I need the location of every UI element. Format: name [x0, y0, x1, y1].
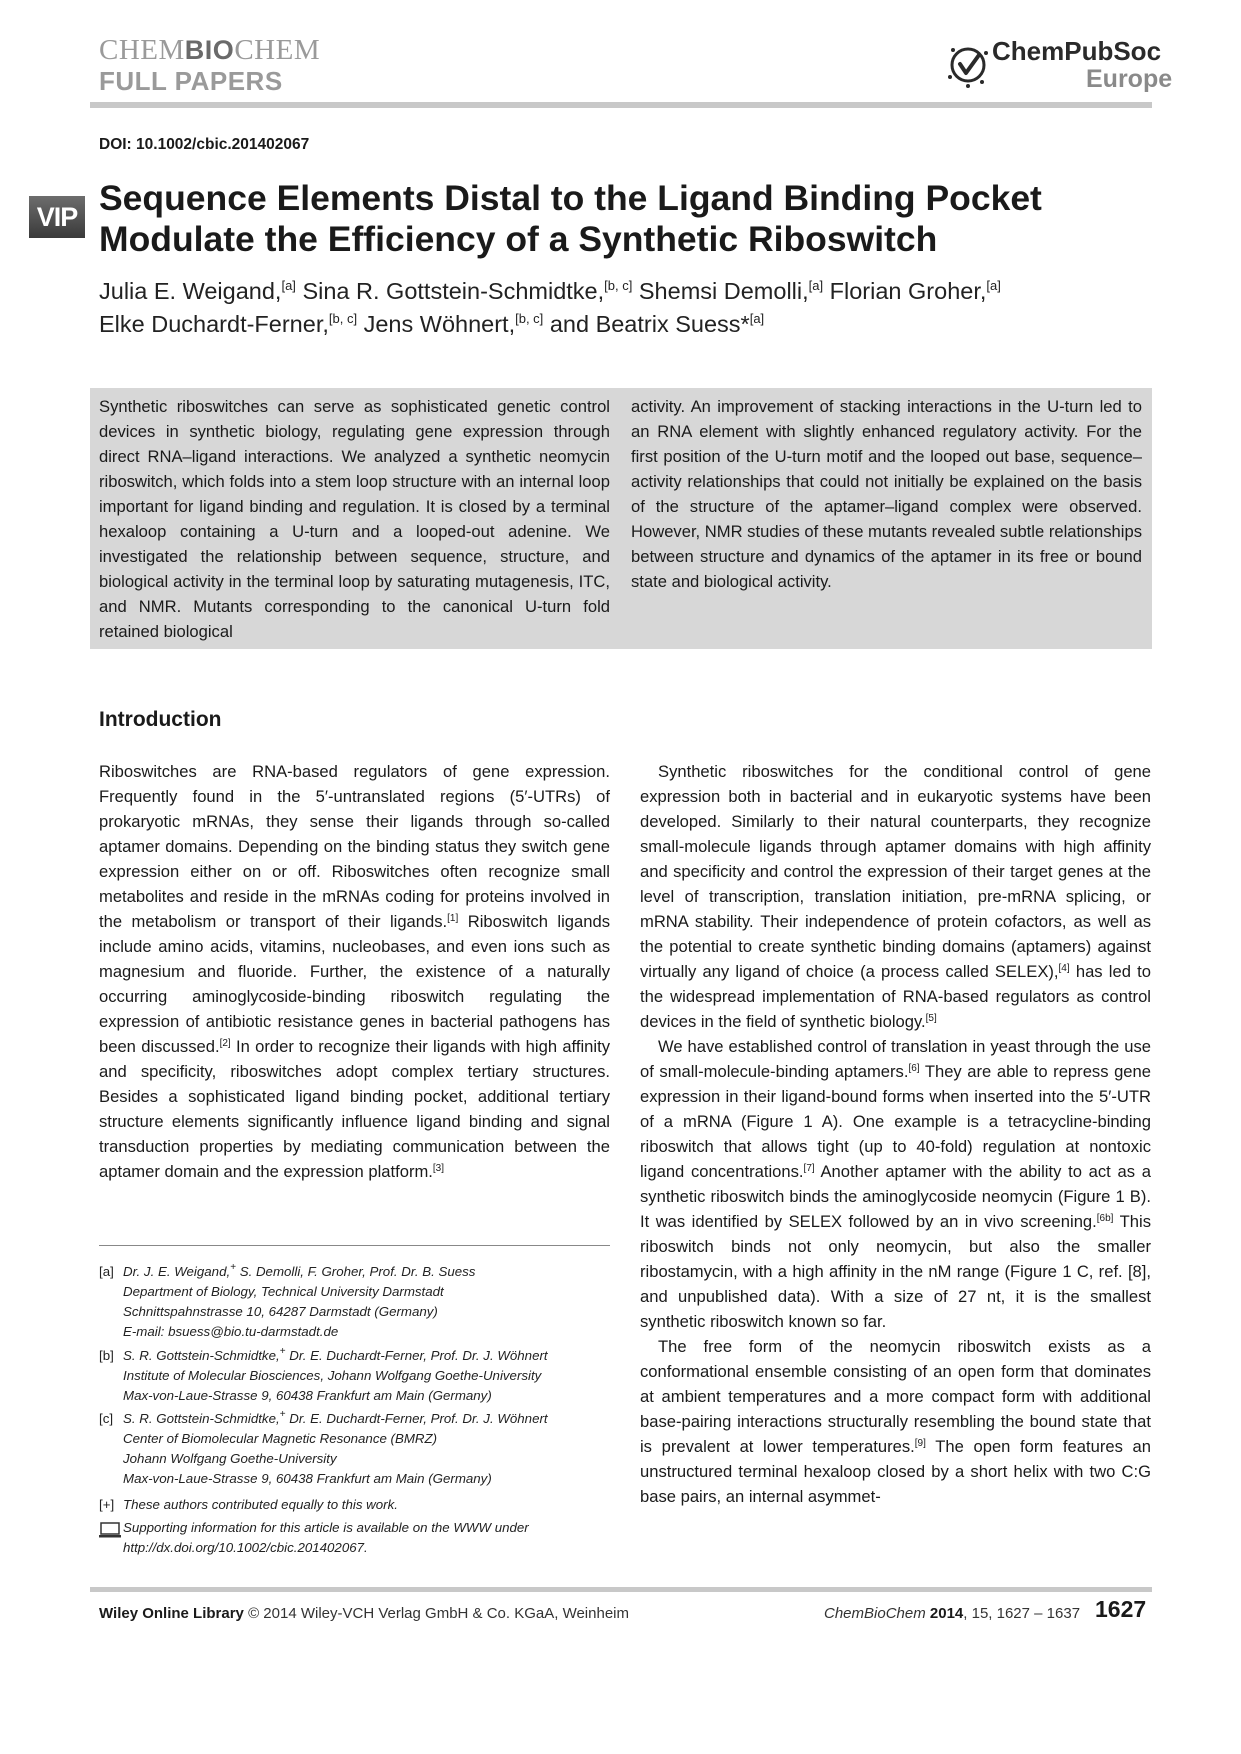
author-name: Florian Groher,	[829, 278, 987, 304]
title-line-1: Sequence Elements Distal to the Ligand Binding Pocket	[99, 178, 1042, 218]
author-name: Shemsi Demolli,	[638, 278, 809, 304]
authors-line-2	[99, 308, 1159, 341]
intro-left-column	[99, 759, 610, 1184]
footnote-rule	[99, 1245, 610, 1246]
abstract-box	[90, 388, 1152, 649]
footnote-label: [b]	[99, 1348, 114, 1363]
citation-ref[interactable]: [2]	[219, 1038, 231, 1049]
section-label: FULL PAPERS	[99, 66, 283, 96]
doi[interactable]: DOI: 10.1002/cbic.201402067	[99, 136, 310, 153]
paragraph: Riboswitches are RNA-based regulators of gene expression. Frequently found in the 5′-untranslated regions (5′-UTRs) of prokaryotic mRNAs, they sense their ligands through so-called aptamer domains. Depending on the binding status they switch gene expression either on or off. Riboswitches often recognize small metabolites and reside in the mRNAs coding for proteins involved in the metabolism or transport of their ligands.[1] Riboswitch ligands include amino acids, vitamins, nucleobases, and even ions such as magnesium and fluoride. Further, the existence of a naturally occurring aminoglycoside-binding riboswitch regulating the expression of antibiotic resistance genes in bacterial pathogens has been discussed.[2] In order to recognize their ligands with high affinity and specificity, riboswitches adopt complex tertiary structures. Besides a sophisticated ligand binding pocket, additional tertiary structure elements significantly influence ligand binding and signal transduction properties by mediating communication between the aptamer domain and the expression platform.[3]	[99, 762, 610, 1181]
header-rule	[90, 102, 1152, 108]
author-name: Elke Duchardt-Ferner,	[99, 311, 329, 337]
author-affiliation: [a]	[281, 278, 296, 293]
author-affiliation: [a]	[986, 278, 1001, 293]
author-affiliation: [b, c]	[328, 311, 358, 326]
affiliation-c: [c] S. R. Gottstein-Schmidtke,+ Dr. E. Duchardt-Ferner, Prof. Dr. J. Wöhnert Center of Biomolecular Magnetic Resonance (BMRZ) Johann Wolfgang Goethe-University Max-von-Laue-Strasse 9, 60438 Frankfurt am Main (Germany)	[99, 1409, 548, 1486]
footer-copyright: Wiley Online Library © 2014 Wiley-VCH Verlag GmbH & Co. KGaA, Weinheim	[99, 1605, 629, 1622]
citation-ref[interactable]: [6b]	[1096, 1213, 1114, 1224]
author-name: and Beatrix Suess*	[549, 311, 750, 337]
footer-citation: ChemBioChem 2014, 15, 1627 – 1637	[824, 1605, 1081, 1622]
equal-contribution-note: [+] These authors contributed equally to this work.	[99, 1495, 610, 1515]
citation-ref[interactable]: [7]	[803, 1163, 815, 1174]
publisher-name: ChemPubSoc	[992, 36, 1162, 66]
footer-rule	[90, 1587, 1152, 1592]
citation-ref[interactable]: [3]	[432, 1163, 445, 1174]
intro-right-column	[640, 759, 1151, 1509]
citation-ref[interactable]: [4]	[1058, 963, 1070, 974]
author-name: Julia E. Weigand,	[99, 278, 282, 304]
author-affiliation: [a]	[749, 311, 765, 326]
footnote-label: [+]	[99, 1497, 115, 1512]
authors-line-1	[99, 275, 1159, 308]
author-affiliation: [a]	[808, 278, 824, 293]
wiley-online-library-link[interactable]: Wiley Online Library	[99, 1605, 244, 1622]
author-list	[99, 275, 1159, 341]
section-heading: Introduction	[99, 708, 222, 731]
page-number: 1627	[1095, 1596, 1147, 1622]
article-title	[99, 178, 1159, 260]
author-name: Jens Wöhnert,	[363, 311, 516, 337]
paragraph: We have established control of translation in yeast through the use of small-molecule-binding aptamers.[6] They are able to repress gene expression in their ligand-bound forms when inserted into the 5′-UTR of a mRNA (Figure 1 A). One example is a tetracycline-binding riboswitch that allows tight (up to 40-fold) regulation at nontoxic ligand concentrations.[7] Another aptamer with the ability to act as a synthetic riboswitch binds the aminoglycoside neomycin (Figure 1 B). It was identified by SELEX followed by an in vivo screening.[6b] This riboswitch binds not only neomycin, but also the smaller ribostamycin, with a high affinity in the nM range (Figure 1 C, ref. [8], and unpublished data). With a size of 27 nt, it is the smallest synthetic riboswitch known so far.	[640, 1037, 1151, 1331]
author-affiliation: [b, c]	[515, 311, 544, 326]
abstract-right-column: activity. An improvement of stacking interactions in the U-turn led to an RNA element with slightly enhanced regulatory activity. For the first position of the U-turn motif and the looped out base, sequence–activity relationships that could not initially be explained on the basis of the structure of the aptamer–ligand complex were observed. However, NMR studies of these mutants revealed subtle relationships between structure and dynamics of the aptamer in its free or bound state and biological activity.	[631, 397, 1142, 591]
paragraph: Synthetic riboswitches for the conditional control of gene expression both in bacterial and in eukaryotic systems have been developed. Similarly to their natural counterparts, they recognize small-molecule ligands through aptamer domains with high affinity and specificity and control the expression of their target genes at the level of transcription, translation initiation, pre-mRNA splicing, or mRNA stability. Their independence of protein cofactors, as well as the potential to create synthetic binding domains (aptamers) against virtually any ligand of choice (a process called SELEX),[4] has led to the widespread implementation of RNA-based regulators as control devices in the field of synthetic biology.[5]	[640, 762, 1151, 1031]
author-affiliation: [b, c]	[604, 278, 633, 293]
affiliation-a: [a] Dr. J. E. Weigand,+ S. Demolli, F. Groher, Prof. Dr. B. Suess Department of Biology, Technical University Darmstadt Schnittspahnstrasse 10, 64287 Darmstadt (Germany) E-mail: bsuess@bio.tu-darmstadt.de	[99, 1262, 610, 1342]
abstract-left-column: Synthetic riboswitches can serve as sophisticated genetic control devices in synthetic biology, regulating gene expression through direct RNA–ligand interactions. We analyzed a synthetic neomycin riboswitch, which folds into a stem loop structure with an internal loop important for ligand binding and regulation. It is closed by a terminal hexaloop containing a U-turn and a looped-out adenine. We investigated the relationship between sequence, structure, and biological activity in the terminal loop by saturating mutagenesis, ITC, and NMR. Mutants corresponding to the canonical U-turn fold retained biological	[99, 397, 610, 641]
citation-ref[interactable]: [5]	[925, 1013, 937, 1024]
footnote-label: [c]	[99, 1411, 114, 1426]
author-name: Sina R. Gottstein-Schmidtke,	[302, 278, 605, 304]
vip-badge: VIP	[29, 196, 85, 238]
supporting-info-link[interactable]: http://dx.doi.org/10.1002/cbic.201402067.	[123, 1540, 368, 1555]
citation-ref[interactable]: [9]	[914, 1438, 926, 1449]
affiliation-b: [b] S. R. Gottstein-Schmidtke,+ Dr. E. Duchardt-Ferner, Prof. Dr. J. Wöhnert Institute of Molecular Biosciences, Johann Wolfgang Goethe-University Max-von-Laue-Strasse 9, 60438 Frankfurt am Main (Germany)	[99, 1346, 548, 1403]
citation-ref[interactable]: [1]	[447, 913, 459, 924]
citation-ref[interactable]: [6]	[908, 1063, 920, 1074]
journal-name: CHEMBIOCHEM	[99, 34, 321, 66]
title-line-2: Modulate the Efficiency of a Synthetic Riboswitch	[99, 219, 938, 259]
footnote-label: [a]	[99, 1264, 114, 1279]
publisher-region: Europe	[1086, 65, 1173, 93]
email-link[interactable]: E-mail: bsuess@bio.tu-darmstadt.de	[123, 1324, 339, 1339]
paragraph: The free form of the neomycin riboswitch exists as a conformational ensemble consisting of an open form that dominates at ambient temperatures and a more compact form with additional base-pairing interactions structurally resembling the bound state that is prevalent at lower temperatures.[9] The open form features an unstructured terminal hexaloop closed by a short helix with two C:G base pairs, an internal asymmet-	[640, 1337, 1151, 1506]
supporting-info-note: Supporting information for this article is available on the WWW under http://dx.doi.org/10.1002/cbic.201402067.	[99, 1518, 610, 1558]
